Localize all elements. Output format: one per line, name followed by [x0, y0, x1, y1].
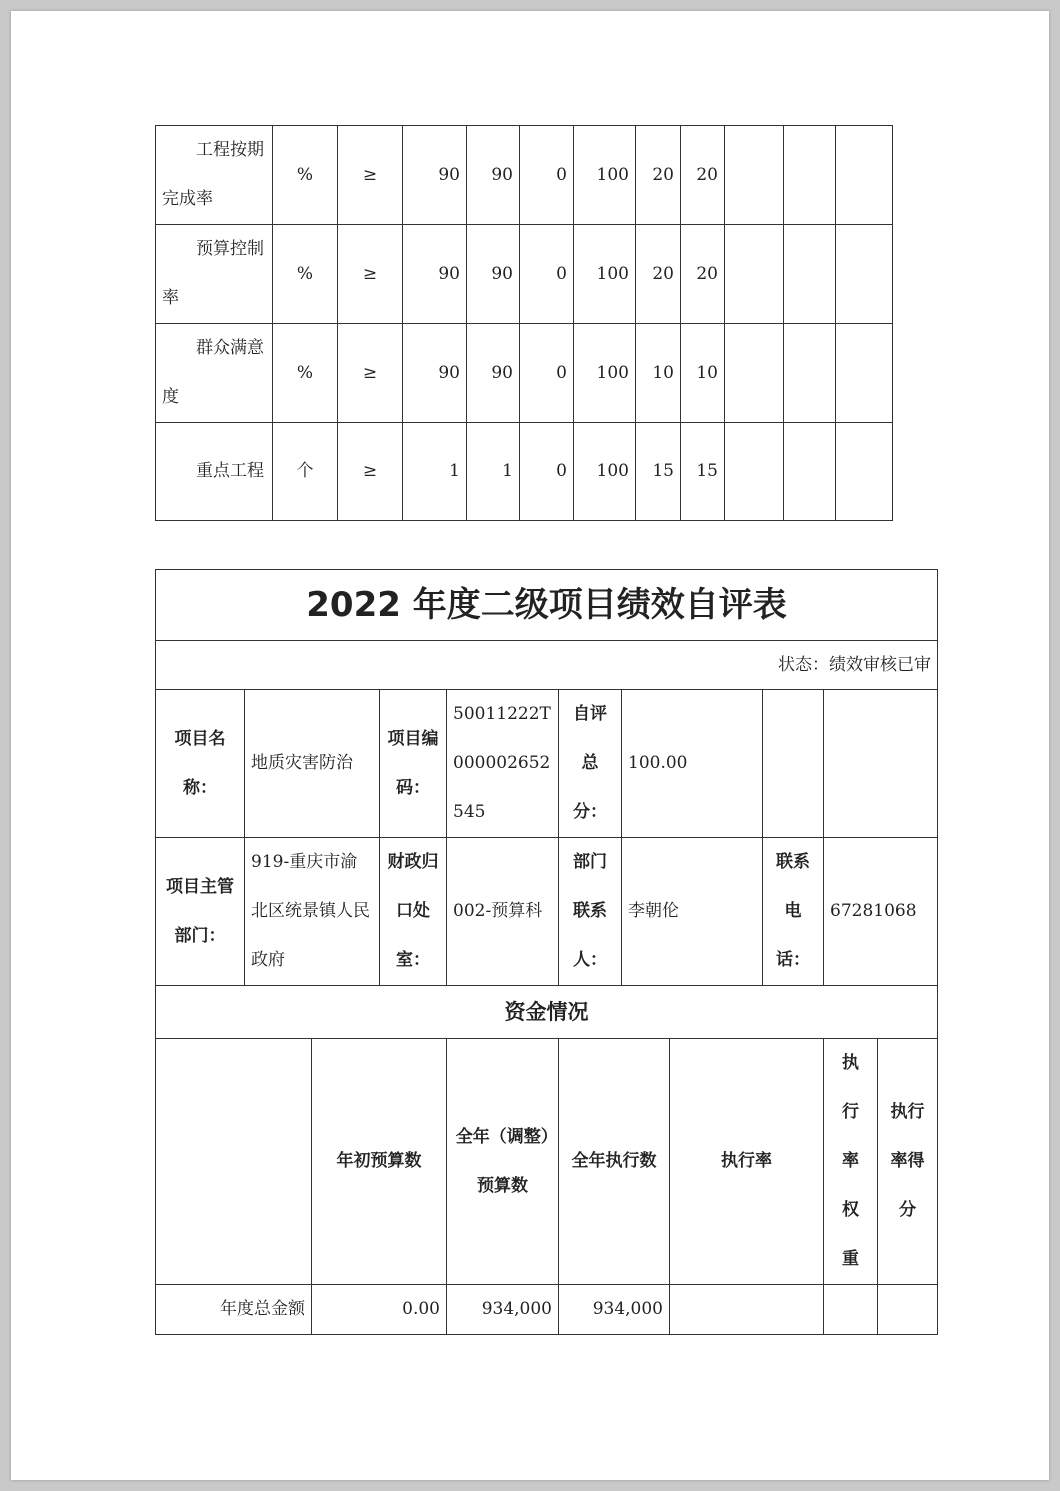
score-value: 15: [681, 423, 725, 521]
indicator-name: 重点工程: [156, 423, 273, 521]
target-value: 90: [403, 324, 467, 423]
completion-value: 100: [574, 324, 636, 423]
deviation-value: 0: [520, 324, 574, 423]
project-info-row: [156, 690, 938, 838]
contact-value: 李朝伦: [622, 838, 763, 986]
indicator-name: 工程按期完成率: [156, 126, 273, 225]
self-score-label: 自评总分：: [559, 690, 622, 838]
adjusted-budget-value: 934,000: [447, 1285, 559, 1335]
weight-value: 20: [636, 126, 681, 225]
operator: ≥: [338, 225, 403, 324]
funds-row-label: 年度总金额: [156, 1285, 312, 1335]
title-row: [156, 570, 938, 641]
score-value: 20: [681, 225, 725, 324]
funds-header-row: [156, 1039, 938, 1285]
empty-cell: [763, 690, 824, 838]
form-title: 2022 年度二级项目绩效自评表: [156, 570, 938, 641]
performance-indicator-table: [155, 125, 893, 521]
funds-data-row: [156, 1285, 938, 1335]
indicator-row: [156, 423, 893, 521]
status-row: [156, 641, 938, 690]
self-score-value: 100.00: [622, 690, 763, 838]
finance-office-label: 财政归口处室：: [380, 838, 447, 986]
empty-cell: [836, 126, 893, 225]
target-value: 90: [403, 126, 467, 225]
deviation-value: 0: [520, 423, 574, 521]
empty-cell: [725, 126, 784, 225]
operator: ≥: [338, 126, 403, 225]
finance-office-value: 002-预算科: [447, 838, 559, 986]
indicator-name: 群众满意度: [156, 324, 273, 423]
indicator-row: [156, 126, 893, 225]
executed-value: 934,000: [559, 1285, 670, 1335]
empty-cell: [824, 690, 938, 838]
empty-cell: [836, 324, 893, 423]
completion-value: 100: [574, 423, 636, 521]
executed-header: 全年执行数: [559, 1039, 670, 1285]
contact-label: 部门联系人：: [559, 838, 622, 986]
funds-section-title: 资金情况: [156, 986, 938, 1039]
funds-section-row: [156, 986, 938, 1039]
indicator-row: [156, 324, 893, 423]
weight-value: 20: [636, 225, 681, 324]
project-code-label: 项目编码：: [380, 690, 447, 838]
completion-value: 100: [574, 126, 636, 225]
rate-score-header: 执行率得分: [878, 1039, 938, 1285]
rate-score-value: [878, 1285, 938, 1335]
empty-cell: [836, 225, 893, 324]
rate-weight-header: 执行率权重: [824, 1039, 878, 1285]
empty-cell: [784, 324, 836, 423]
dept-value: 919-重庆市渝北区统景镇人民政府: [245, 838, 380, 986]
score-value: 20: [681, 126, 725, 225]
unit: %: [273, 324, 338, 423]
unit: 个: [273, 423, 338, 521]
empty-cell: [725, 423, 784, 521]
adjusted-budget-header: 全年（调整）预算数: [447, 1039, 559, 1285]
weight-value: 15: [636, 423, 681, 521]
department-info-row: [156, 838, 938, 986]
weight-value: 10: [636, 324, 681, 423]
indicator-name: 预算控制率: [156, 225, 273, 324]
empty-cell: [725, 225, 784, 324]
empty-cell: [725, 324, 784, 423]
rate-weight-value: [824, 1285, 878, 1335]
actual-value: 90: [467, 324, 520, 423]
completion-value: 100: [574, 225, 636, 324]
actual-value: 90: [467, 126, 520, 225]
phone-value: 67281068: [824, 838, 938, 986]
operator: ≥: [338, 324, 403, 423]
actual-value: 90: [467, 225, 520, 324]
exec-rate-value: [670, 1285, 824, 1335]
initial-budget-header: 年初预算数: [312, 1039, 447, 1285]
empty-cell: [156, 1039, 312, 1285]
actual-value: 1: [467, 423, 520, 521]
unit: %: [273, 126, 338, 225]
empty-cell: [784, 126, 836, 225]
exec-rate-header: 执行率: [670, 1039, 824, 1285]
project-name-value: 地质灾害防治: [245, 690, 380, 838]
target-value: 1: [403, 423, 467, 521]
dept-label: 项目主管部门：: [156, 838, 245, 986]
initial-budget-value: 0.00: [312, 1285, 447, 1335]
empty-cell: [784, 225, 836, 324]
phone-label: 联系电话：: [763, 838, 824, 986]
operator: ≥: [338, 423, 403, 521]
review-status: 状态：绩效审核已审: [156, 641, 938, 690]
unit: %: [273, 225, 338, 324]
target-value: 90: [403, 225, 467, 324]
deviation-value: 0: [520, 225, 574, 324]
empty-cell: [836, 423, 893, 521]
project-name-label: 项目名称：: [156, 690, 245, 838]
self-evaluation-form: [155, 569, 938, 1335]
score-value: 10: [681, 324, 725, 423]
empty-cell: [784, 423, 836, 521]
indicator-row: [156, 225, 893, 324]
deviation-value: 0: [520, 126, 574, 225]
project-code-value: 50011222T000002652545: [447, 690, 559, 838]
